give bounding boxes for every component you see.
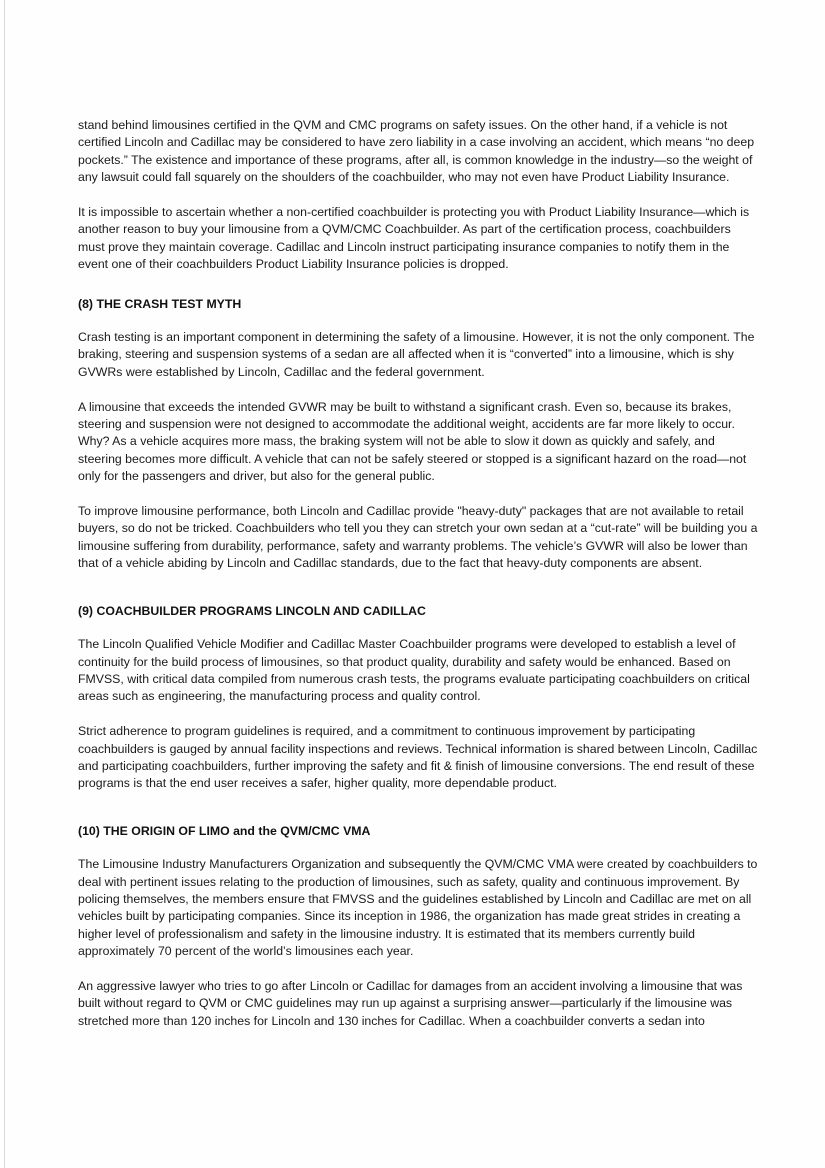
section-8-paragraph-1: Crash testing is an important component in determining the safety of a limousine. However, it is not the only component. The braking, steering and suspension systems of a sedan are all affected when it is “converted” into a limousine, which is shy GVWRs were established by Lincoln, Cadillac and the federal government. <box>78 330 755 379</box>
intro-paragraph-2: It is impossible to ascertain whether a non-certified coachbuilder is protecting you with Product Liability Insurance—which is another reason to buy your limousine from a QVM/CMC Coachbuilder. As part of the certification process, coachbuilders must prove they maintain coverage. Cadillac and Lincoln instruct participating insurance companies to notify them in the event one of their coachbuilders Product Liability Insurance policies is dropped. <box>78 205 750 272</box>
section-heading-coachbuilder-programs: (9) COACHBUILDER PROGRAMS LINCOLN AND CADILLAC <box>78 603 426 618</box>
section-8-paragraph-3: To improve limousine performance, both Lincoln and Cadillac provide "heavy-duty" packages that are not available to retail buyers, so do not be tricked. Coachbuilders who tell you they can stretch your own sedan at a “cut-rate” will be building you a limousine suffering from durability, performance, safety and warranty problems. The vehicle’s GVWR will also be lower than that of a vehicle abiding by Lincoln and Cadillac standards, due to the fact that heavy-duty components are absent. <box>78 504 758 571</box>
document-body <box>78 117 758 1048</box>
section-heading-crash-test-myth: (8) THE CRASH TEST MYTH <box>78 296 242 311</box>
section-9-paragraph-2: Strict adherence to program guidelines is required, and a commitment to continuous improvement by participating coachbuilders is gauged by annual facility inspections and reviews. Technical information is shared between Lincoln, Cadillac and participating coachbuilders, further improving the safety and fit & finish of limousine conversions. The end result of these programs is that the end user receives a safer, higher quality, more dependable product. <box>78 724 758 791</box>
scan-edge-line <box>4 0 5 1168</box>
section-10-paragraph-1: The Limousine Industry Manufacturers Organization and subsequently the QVM/CMC VMA were created by coachbuilders to deal with pertinent issues relating to the production of limousines, such as safety, quality and continuous improvement. By policing themselves, the members ensure that FMVSS and the guidelines established by Lincoln and Cadillac are met on all vehicles built by participating companies. Since its inception in 1986, the organization has made great strides in creating a higher level of professionalism and safety in the limousine industry. It is estimated that its members currently build approximately 70 percent of the world’s limousines each year. <box>78 857 758 959</box>
section-heading-origin-of-limo: (10) THE ORIGIN OF LIMO and the QVM/CMC VMA <box>78 823 371 838</box>
section-10-paragraph-2: An aggressive lawyer who tries to go after Lincoln or Cadillac for damages from an accident involving a limousine that was built without regard to QVM or CMC guidelines may run up against a surprising answer—particularly if the limousine was stretched more than 120 inches for Lincoln and 130 inches for Cadillac. When a coachbuilder converts a sedan into <box>78 978 743 1028</box>
intro-paragraph-1: stand behind limousines certified in the QVM and CMC programs on safety issues. On the other hand, if a vehicle is not certified Lincoln and Cadillac may be considered to have zero liability in a case involving an accident, which means “no deep pockets.” The existence and importance of these programs, after all, is common knowledge in the industry—so the weight of any lawsuit could fall squarely on the shoulders of the coachbuilder, who may not even have Product Liability Insurance. <box>78 118 755 185</box>
section-9-paragraph-1: The Lincoln Qualified Vehicle Modifier and Cadillac Master Coachbuilder programs were developed to establish a level of continuity for the build process of limousines, so that product quality, durability and safety would be enhanced. Based on FMVSS, with critical data compiled from numerous crash tests, the programs evaluate participating coachbuilders on critical areas such as engineering, the manufacturing process and quality control. <box>78 637 750 704</box>
section-8-paragraph-2: A limousine that exceeds the intended GVWR may be built to withstand a significant crash. Even so, because its brakes, steering and suspension were not designed to accommodate the additional weight, accidents are far more likely to occur. Why? As a vehicle acquires more mass, the braking system will not be able to slow it down as quickly and safely, and steering becomes more difficult. A vehicle that can not be safely steered or stopped is a significant hazard on the road—not only for the passengers and driver, but also for the general public. <box>78 399 747 484</box>
